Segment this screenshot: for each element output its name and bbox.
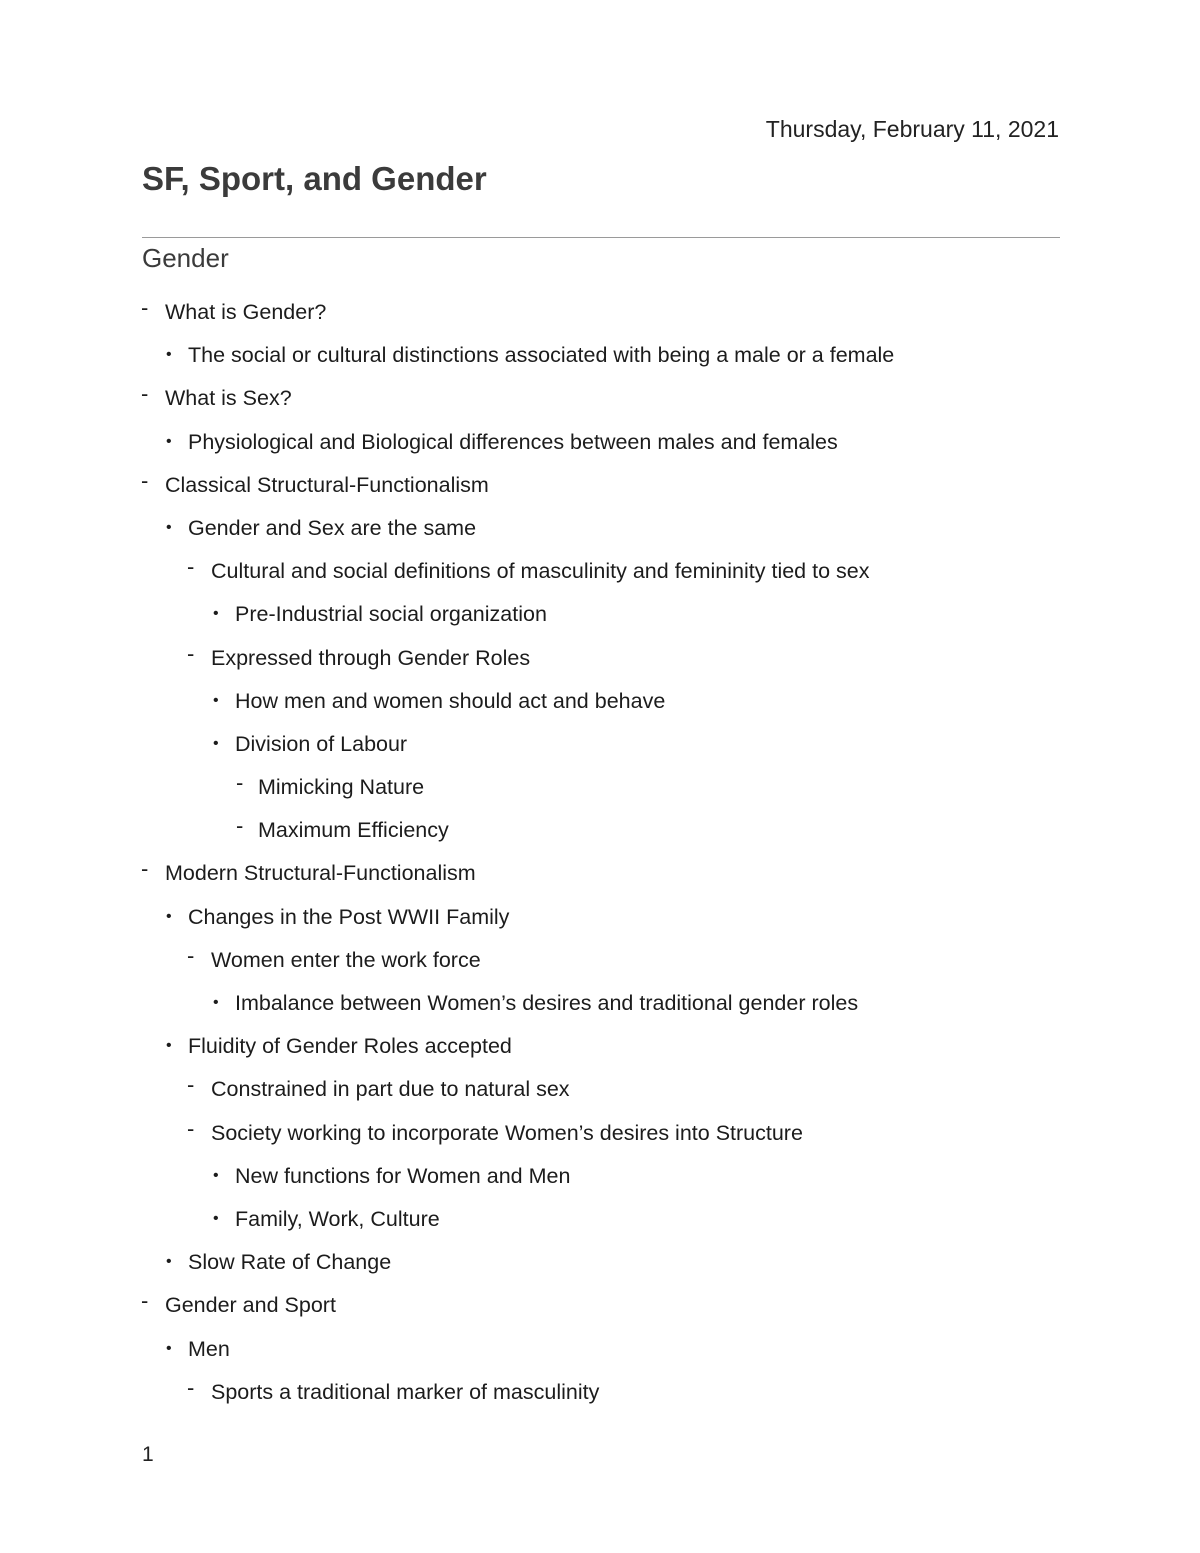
outline-item [0, 427, 1200, 470]
outline-item-text: Imbalance between Women’s desires and traditional gender roles [235, 991, 859, 1015]
dash-marker: - [236, 813, 244, 839]
bullet-marker: • [166, 1339, 172, 1357]
document-title: SF, Sport, and Gender [142, 160, 487, 197]
bullet-marker: • [213, 734, 219, 752]
bullet-marker: • [166, 907, 172, 925]
section-heading: Gender [142, 243, 229, 273]
outline-item [0, 686, 1200, 729]
outline-item [0, 772, 1200, 815]
outline-item [0, 1374, 1200, 1420]
outline-item-text: What is Sex? [165, 386, 292, 411]
outline-item [0, 556, 1200, 599]
bullet-marker: • [213, 1209, 219, 1227]
outline-item-text: Mimicking Nature [258, 775, 425, 800]
outline-item [0, 297, 1200, 340]
bullet-marker: • [213, 1166, 219, 1184]
outline-item [0, 513, 1200, 556]
bullet-marker: • [213, 994, 219, 1011]
dash-marker: - [141, 467, 149, 493]
outline-item [0, 1247, 1200, 1290]
outline-item-text: New functions for Women and Men [235, 1163, 571, 1188]
bullet-marker: • [166, 1253, 172, 1271]
outline-item-text: Modern Structural-Functionalism [165, 861, 476, 886]
outline-item-text: Constrained in part due to natural sex [211, 1077, 570, 1102]
dash-marker: - [141, 381, 149, 407]
outline-item [0, 1161, 1200, 1204]
outline-item-text: The social or cultural distinctions associated with being a male or a female [188, 343, 895, 368]
outline-item [0, 1074, 1200, 1117]
bullet-marker: • [166, 346, 172, 364]
outline-item-text: Sports a traditional marker of masculinity [211, 1379, 600, 1404]
dash-marker: - [141, 1288, 149, 1314]
outline-item [0, 640, 1200, 686]
dash-marker: - [236, 770, 244, 796]
outline-item-text: Changes in the Post WWII Family [188, 904, 510, 929]
bullet-marker: • [166, 518, 172, 536]
dash-marker: - [187, 1072, 195, 1098]
outline-item [0, 1334, 1200, 1377]
outline-item-text: Physiological and Biological differences between males and females [188, 429, 838, 454]
outline-item-text: Society working to incorporate Women’s desires into Structure [211, 1120, 803, 1145]
outline-item [0, 599, 1200, 642]
dash-marker: - [141, 856, 149, 882]
dash-marker: - [187, 640, 195, 666]
dash-marker: - [187, 1115, 195, 1141]
outline-item [0, 902, 1200, 945]
outline-item-text: Maximum Efficiency [258, 818, 449, 843]
outline-item-text: Cultural and social definitions of masculinity and femininity tied to sex [211, 559, 870, 584]
bullet-marker: • [166, 432, 172, 450]
outline-item [0, 467, 1200, 513]
outline-list [0, 297, 1200, 1420]
outline-item [0, 1115, 1200, 1161]
outline-item [0, 1031, 1200, 1074]
outline-item [0, 1290, 1200, 1333]
outline-item [0, 815, 1200, 858]
outline-item [0, 340, 1200, 383]
dash-marker: - [141, 295, 149, 320]
outline-item-text: Pre-Industrial social organization [235, 602, 547, 627]
outline-item-text: Gender and Sex are the same [188, 515, 477, 540]
outline-item-text: Fluidity of Gender Roles accepted [188, 1034, 512, 1059]
outline-item-text: Slow Rate of Change [188, 1250, 392, 1275]
outline-item-text: Men [188, 1336, 230, 1361]
outline-item [0, 858, 1200, 901]
bullet-marker: • [213, 605, 219, 623]
dash-marker: - [187, 942, 195, 968]
page-number: 1 [142, 1443, 154, 1466]
outline-item [0, 729, 1200, 772]
dash-marker: - [187, 554, 195, 580]
bullet-marker: • [166, 1037, 172, 1055]
document-date: Thursday, February 11, 2021 [765, 116, 1059, 142]
title-divider [142, 237, 1060, 238]
dash-marker: - [187, 1374, 195, 1400]
outline-item-text: Expressed through Gender Roles [211, 645, 531, 670]
outline-item-text: What is Gender? [165, 300, 327, 324]
outline-item [0, 1204, 1200, 1247]
bullet-marker: • [213, 691, 219, 709]
outline-item-text: Division of Labour [235, 731, 408, 756]
outline-item-text: Family, Work, Culture [235, 1206, 440, 1231]
outline-item [0, 383, 1200, 426]
outline-item-text: How men and women should act and behave [235, 688, 666, 713]
outline-item [0, 988, 1200, 1031]
outline-item [0, 942, 1200, 988]
outline-item-text: Classical Structural-Functionalism [165, 472, 489, 497]
outline-item-text: Women enter the work force [211, 947, 481, 972]
outline-item-text: Gender and Sport [165, 1293, 336, 1318]
